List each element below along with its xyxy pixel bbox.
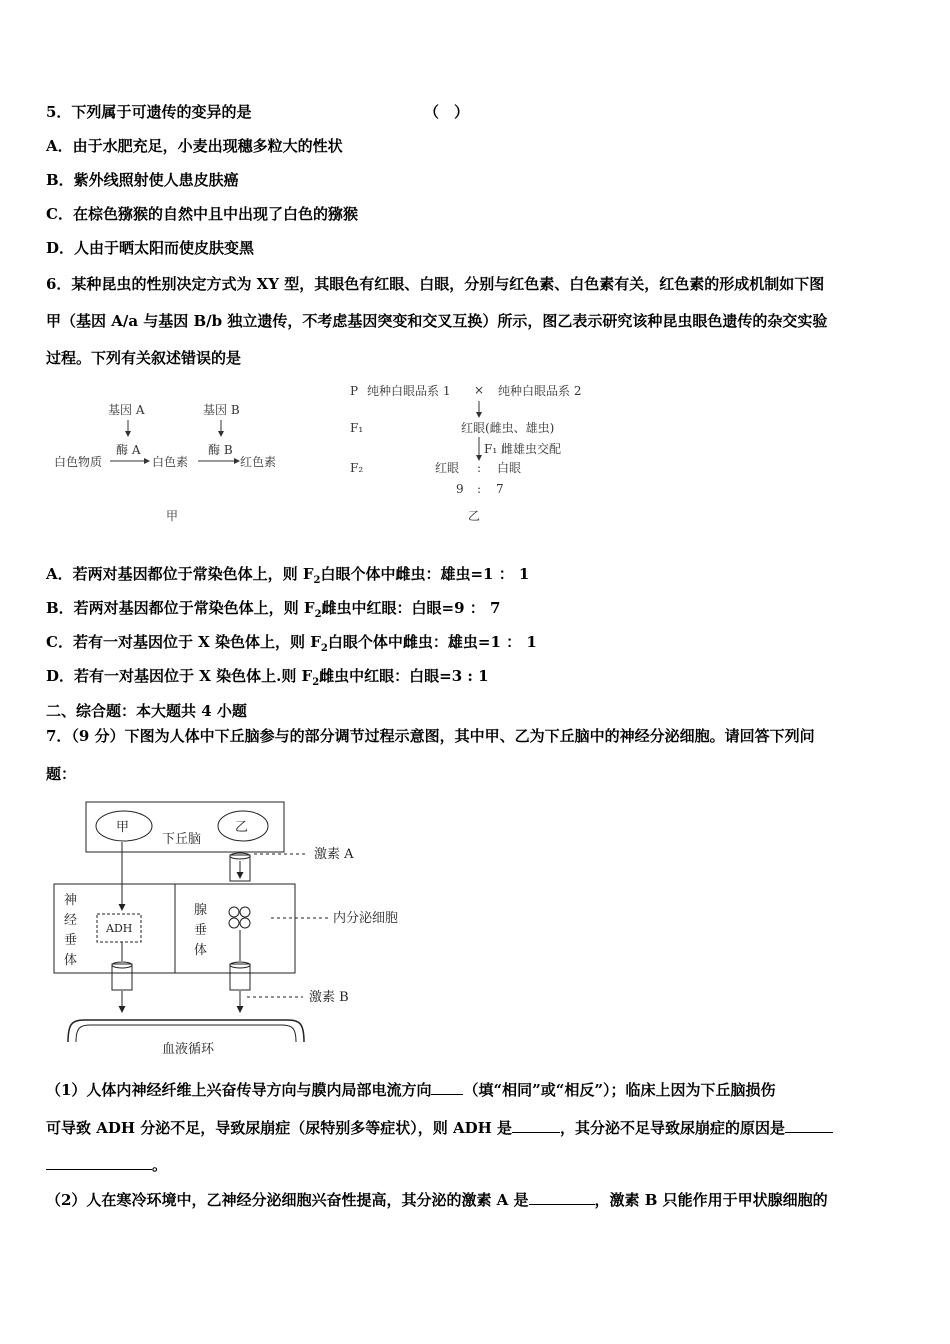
q6-option-a: A．若两对基因都位于常染色体上，则 $F_2$白眼个体中雌虫：雄虫=1 ： 1 bbox=[46, 565, 530, 586]
p-parent-2: 纯种白眼品系 2 bbox=[498, 384, 582, 398]
q7-stem-line2: 题： bbox=[46, 765, 77, 783]
f1-phenotype: 红眼(雌虫、雄虫) bbox=[461, 421, 555, 435]
q6-stem-line3: 过程。下列有关叙述错误的是 bbox=[46, 349, 242, 367]
q7-sub2-line1: （2）人在寒冷环境中，乙神经分泌细胞兴奋性提高，其分泌的激素 A 是 ，激素 B 只能作用于甲状腺细胞的 bbox=[46, 1191, 828, 1209]
cross-symbol: × bbox=[474, 383, 485, 397]
f1-generation-label: F₁ bbox=[350, 421, 364, 435]
answer-blank-1[interactable] bbox=[431, 1080, 463, 1095]
adh-label: ADH bbox=[106, 922, 133, 935]
q6-option-c: C．若有一对基因位于 X 染色体上，则 $F_2$白眼个体中雌虫：雄虫=1 ： 1 bbox=[46, 633, 537, 654]
figure-yi bbox=[340, 380, 610, 530]
neuro-label-4: 体 bbox=[64, 953, 78, 968]
f2-white-eye: 白眼 bbox=[497, 461, 522, 475]
ratio-red: 9 bbox=[456, 482, 464, 496]
figure-jia bbox=[46, 395, 306, 530]
q5-option-b: B．紫外线照射使人患皮肤癌 bbox=[46, 171, 239, 189]
f1-mating-note: F₁ 雌雄虫交配 bbox=[484, 442, 561, 456]
q7-stem-line1: 7．（9 分）下图为人体中下丘脑参与的部分调节过程示意图，其中甲、乙为下丘脑中的神经分泌细胞。请回答下列问 bbox=[46, 727, 815, 745]
q5-answer-paren: （ ） bbox=[424, 103, 470, 121]
cell-jia-label: 甲 bbox=[116, 820, 130, 835]
answer-blank-2[interactable] bbox=[512, 1118, 560, 1133]
hormone-a-label: 激素 A bbox=[314, 847, 354, 862]
q7-sub1-line2: 可导致 ADH 分泌不足，导致尿崩症（尿特别多等症状），则 ADH 是 ，其分泌不足导致尿崩症的原因是 bbox=[46, 1118, 833, 1138]
blood-circulation-label: 血液循环 bbox=[162, 1042, 215, 1057]
endocrine-cells bbox=[229, 907, 250, 928]
q7-sub1-line3: 。 bbox=[46, 1155, 167, 1175]
q5-option-c: C．在棕色猕猴的自然中且中出现了白色的猕猴 bbox=[46, 205, 358, 223]
q5-option-a: A．由于水肥充足，小麦出现穗多粒大的性状 bbox=[46, 137, 343, 155]
f2-colon: : bbox=[477, 461, 482, 475]
ratio-white: 7 bbox=[496, 482, 504, 496]
neuro-label-1: 神 bbox=[64, 893, 78, 908]
neuro-label-3: 垂 bbox=[64, 933, 78, 948]
white-substance-label: 白色物质 bbox=[54, 455, 103, 469]
answer-blank-3[interactable] bbox=[785, 1118, 833, 1133]
p-generation-label: P bbox=[350, 384, 359, 398]
section-2-heading: 二、综合题：本大题共 4 小题 bbox=[46, 702, 247, 720]
q5-stem bbox=[46, 102, 251, 122]
hormone-b-label: 激素 B bbox=[309, 990, 349, 1005]
hypothalamus-label: 下丘脑 bbox=[162, 832, 202, 847]
q6-stem-line2: 甲（基因 A/a 与基因 B/b 独立遗传，不考虑基因突变和交叉互换）所示，图乙表示研究该种昆虫眼色遗传的杂交实验 bbox=[46, 312, 828, 330]
q5-stem-text: 5．下列属于可遗传的变异的是 bbox=[46, 103, 252, 121]
adeno-label-1: 腺 bbox=[194, 903, 208, 918]
p-parent-1: 纯种白眼品系 1 bbox=[367, 384, 451, 398]
figure-jia-caption: 甲 bbox=[166, 509, 179, 523]
adeno-label-2: 垂 bbox=[194, 923, 208, 938]
q6-option-b: B．若两对基因都位于常染色体上，则 $F_2$雌虫中红眼：白眼=9 ： 7 bbox=[46, 599, 501, 620]
answer-blank-3-cont[interactable] bbox=[46, 1155, 152, 1170]
q6-option-d: D．若有一对基因位于 X 染色体上.则 $F_2$雌虫中红眼：白眼=3 : 1 bbox=[46, 667, 489, 688]
figure-hypothalamus bbox=[50, 798, 420, 1063]
q5-option-d: D．人由于晒太阳而使皮肤变黑 bbox=[46, 239, 255, 257]
q6-stem-line1: 6．某种昆虫的性别决定方式为 XY 型，其眼色有红眼、白眼，分别与红色素、白色素有关，红色素的形成机制如下图 bbox=[46, 275, 825, 293]
blood-vessel-inner bbox=[76, 1025, 296, 1042]
white-pigment-label: 白色素 bbox=[152, 455, 189, 469]
neuro-label-2: 经 bbox=[64, 913, 78, 928]
enzyme-b-label: 酶 B bbox=[208, 443, 233, 457]
gene-b-label: 基因 B bbox=[203, 403, 240, 417]
figure-yi-caption: 乙 bbox=[468, 509, 481, 523]
ratio-colon: : bbox=[477, 482, 482, 496]
blood-vessel-outer bbox=[68, 1020, 304, 1042]
cell-yi-label: 乙 bbox=[235, 820, 249, 835]
red-pigment-label: 红色素 bbox=[240, 455, 277, 469]
gene-a-label: 基因 A bbox=[108, 403, 145, 417]
f2-red-eye: 红眼 bbox=[435, 461, 460, 475]
enzyme-a-label: 酶 A bbox=[116, 443, 141, 457]
adeno-label-3: 体 bbox=[194, 943, 208, 958]
q7-sub1-line1: （1）人体内神经纤维上兴奋传导方向与膜内局部电流方向 （填“相同”或“相反”）；临床上因为下丘脑损伤 bbox=[46, 1081, 776, 1099]
endocrine-label: 内分泌细胞 bbox=[333, 911, 399, 926]
f2-generation-label: F₂ bbox=[350, 461, 364, 475]
answer-blank-4[interactable] bbox=[529, 1190, 595, 1205]
